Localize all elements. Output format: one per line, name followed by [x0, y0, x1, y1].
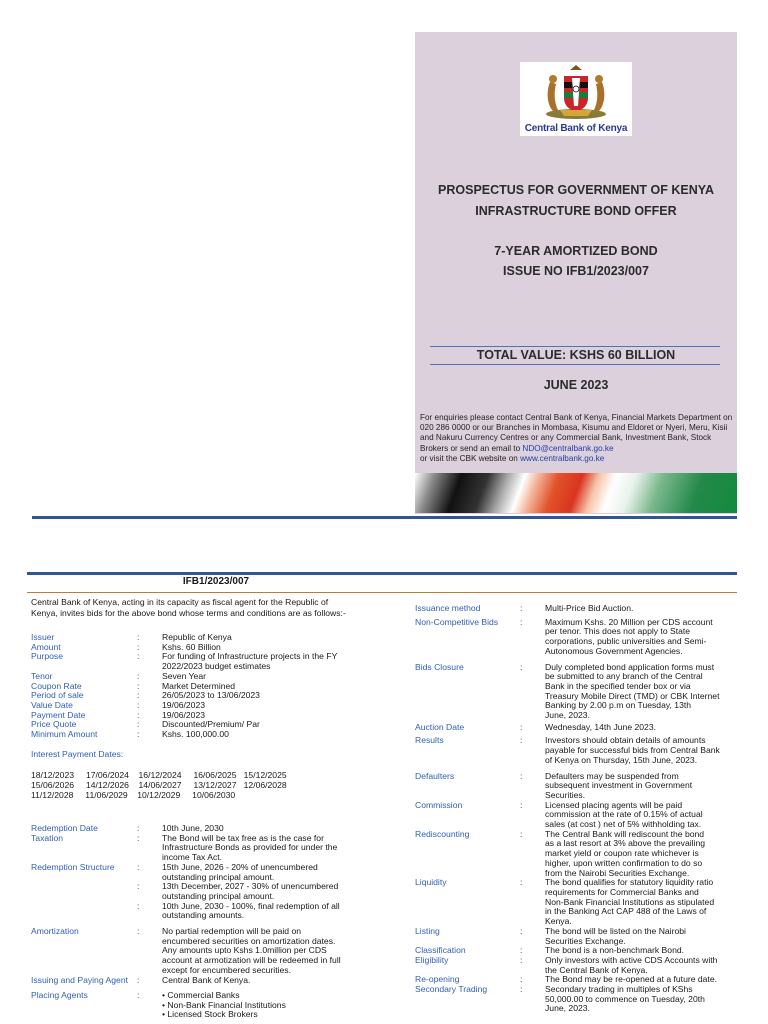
term-value-line: 19/06/2023: [162, 699, 206, 710]
term-value-line: Discounted/Premium/ Par: [162, 719, 260, 730]
term-value-line: Investors should obtain details of amounts: [545, 735, 706, 746]
terms-left-bottom: [31, 824, 401, 985]
colon: :: [137, 729, 140, 740]
term-value-line: corporations, public universities and Semi-: [545, 636, 707, 647]
table-row: [31, 701, 401, 711]
table-row: [31, 927, 401, 976]
enquiry-notice: [420, 413, 736, 464]
term-label: Classification: [415, 945, 466, 956]
colon: :: [137, 990, 140, 1000]
term-label: [31, 902, 137, 921]
colon: :: [137, 632, 140, 642]
term-label: Coupon Rate: [31, 680, 82, 691]
term-value-line: 15th June, 2026 - 20% of unencumbered: [162, 861, 318, 872]
colon: :: [137, 709, 140, 720]
term-value-line: Securities.: [545, 789, 586, 800]
term-value-line: Wednesday, 14th June 2023.: [545, 721, 657, 732]
issue-number: ISSUE NO IFB1/2023/007: [503, 264, 649, 278]
term-value-line: higher, upon written confirmation to do so: [545, 857, 703, 868]
term-value: [545, 985, 705, 1014]
table-row: [31, 652, 401, 671]
colon: :: [520, 735, 523, 746]
term-value-line: Non-Bank Financial Institutions as stipulated: [545, 896, 715, 907]
term-value-line: income Tax Act.: [162, 852, 223, 863]
term-value-line: Infrastructure Bonds as provided for under the: [162, 842, 338, 853]
website-link[interactable]: www.centralbank.go.ke: [520, 453, 605, 463]
term-value: [545, 604, 633, 614]
term-value-line: Autonomous Government Agencies.: [545, 645, 683, 656]
term-value-line: Secondary trading in multiples of KShs: [545, 984, 693, 995]
colon: :: [137, 699, 140, 710]
term-value: [545, 830, 705, 879]
table-row: [415, 956, 745, 975]
term-value-line: account at armotization will be redeemed in full: [162, 955, 341, 966]
placing-agents-list: [162, 991, 286, 1020]
colon: :: [520, 974, 523, 985]
term-value-line: requirements for Commercial Banks and: [545, 886, 699, 897]
term-label: Issuer: [31, 632, 55, 642]
colon: :: [520, 661, 523, 672]
term-label: Taxation: [31, 832, 64, 843]
term-value-line: Defaulters may be suspended from: [545, 770, 679, 781]
term-value: [545, 663, 719, 721]
table-row: [415, 801, 745, 830]
term-value-line: except for encumbered securities.: [162, 964, 291, 975]
cbk-logo: [520, 62, 632, 136]
term-value-line: 26/05/2023 to 13/06/2023: [162, 690, 260, 701]
term-label: Liquidity: [415, 877, 447, 888]
term-value-line: The bond is a non-benchmark Bond.: [545, 945, 685, 956]
table-row: [415, 830, 745, 879]
colon: :: [137, 881, 140, 892]
term-value-line: outstanding principal amount.: [162, 871, 275, 882]
colon: :: [520, 925, 523, 936]
term-label: Issuing and Paying Agent: [31, 974, 128, 985]
term-value-line: The Bond may be re-opened at a future date.: [545, 974, 717, 985]
term-value: [545, 736, 720, 765]
prospectus-title-line1: PROSPECTUS FOR GOVERNMENT OF KENYA: [438, 183, 714, 197]
term-value-line: Duly completed bond application forms must: [545, 661, 715, 672]
term-label: Amortization: [31, 926, 79, 937]
term-value: [162, 882, 338, 901]
colon: :: [520, 984, 523, 995]
colon: :: [137, 670, 140, 681]
table-row: [31, 902, 401, 921]
term-label: Price Quote: [31, 719, 77, 730]
term-label: Payment Date: [31, 709, 86, 720]
term-value-line: Kshs. 60 Billion: [162, 641, 221, 652]
term-value: [162, 976, 250, 986]
term-value-line: as a last resort at 3% above the prevailing: [545, 838, 706, 849]
term-value-line: encumbered securities on amortization dates.: [162, 935, 336, 946]
term-value-line: in the Banking Act CAP 488 of the Laws of: [545, 906, 707, 917]
table-row: [415, 736, 745, 765]
term-value-line: from the Nairobi Securities Exchange.: [545, 867, 690, 878]
table-row: [415, 618, 745, 657]
term-label: Rediscounting: [415, 828, 470, 839]
term-value-line: 19/06/2023: [162, 709, 206, 720]
term-label: Re-opening: [415, 974, 460, 985]
list-item: • Licensed Stock Brokers: [162, 1009, 258, 1020]
table-header-rule: [27, 592, 737, 593]
intro-line2: Kenya, invites bids for the above bond whose terms and conditions are as follows:-: [31, 608, 346, 618]
table-row: [31, 863, 401, 882]
term-value: [545, 927, 686, 946]
terms-right: [415, 600, 745, 1014]
term-value: [162, 902, 340, 921]
term-value-line: Any amounts upto Kshs 1.0million per CDS: [162, 945, 327, 956]
colon: :: [137, 651, 140, 662]
term-value-line: subsequent investment in Government: [545, 780, 693, 791]
colon: :: [137, 690, 140, 701]
colon: :: [137, 832, 140, 843]
term-value-line: Securities Exchange.: [545, 935, 626, 946]
colon: :: [520, 770, 523, 781]
interest-dates-row: 15/06/2026 14/12/2026 14/06/2027 13/12/2027 12/06/2028: [31, 780, 287, 790]
divider: [430, 364, 720, 365]
table-row: [415, 604, 745, 614]
list-item: • Non-Bank Financial Institutions: [162, 999, 286, 1010]
colon: :: [137, 926, 140, 937]
colon: :: [137, 900, 140, 911]
term-label: Results: [415, 735, 444, 746]
colon: :: [520, 945, 523, 956]
interest-dates-row: 18/12/2023 17/06/2024 16/12/2024 16/06/2025 15/12/2025: [31, 770, 287, 780]
colon: :: [137, 861, 140, 872]
term-value: [162, 834, 337, 863]
term-value-line: outstanding amounts.: [162, 910, 245, 921]
term-value-line: Central Bank of Kenya.: [162, 974, 251, 985]
email-link[interactable]: NDO@centralbank.go.ke: [522, 443, 614, 453]
table-row: [31, 882, 401, 901]
list-item: • Commercial Banks: [162, 990, 240, 1000]
term-value-line: Multi-Price Bid Auction.: [545, 603, 634, 613]
term-value-line: Maximum Kshs. 20 Million per CDS account: [545, 616, 713, 627]
term-value-line: June, 2023.: [545, 710, 590, 721]
term-value-line: be submitted to any branch of the Central: [545, 671, 703, 682]
term-value-line: Bank in the specified tender box or via: [545, 680, 691, 691]
colon: :: [520, 603, 523, 613]
table-header: IFB1/2023/007: [182, 576, 250, 587]
colon: :: [137, 823, 140, 833]
interest-dates-label: Interest Payment Dates:: [31, 749, 124, 759]
placing-agents-label: Placing Agents: [31, 990, 88, 1000]
term-label: Redemption Date: [31, 823, 98, 833]
table-row: [31, 976, 401, 986]
table-row: [415, 985, 745, 1014]
term-value-line: For funding of Infrastructure projects in the FY: [162, 651, 338, 662]
term-value-line: Treasury Mobile Direct (TMD) or CBK Internet: [545, 690, 720, 701]
intro-line1: Central Bank of Kenya, acting in its capacity as fiscal agent for the Republic of: [31, 597, 329, 607]
term-value-line: outstanding principal amount.: [162, 890, 275, 901]
term-value-line: payable for successful bids from Central Bank: [545, 745, 720, 756]
section-divider: [32, 516, 737, 519]
term-value: [162, 927, 341, 976]
table-row: [415, 772, 745, 801]
bond-name: 7-YEAR AMORTIZED BOND: [494, 244, 658, 258]
term-label: Value Date: [31, 699, 73, 710]
term-value-line: the Central Bank of Kenya.: [545, 964, 648, 975]
total-value: TOTAL VALUE: KSHS 60 BILLION: [476, 348, 676, 362]
term-label: Secondary Trading: [415, 984, 488, 995]
term-label: Redemption Structure: [31, 861, 115, 872]
table-row: [415, 878, 745, 927]
term-label: Commission: [415, 799, 463, 810]
issue-date: JUNE 2023: [543, 378, 609, 392]
term-value-line: Kshs. 100,000.00: [162, 729, 229, 740]
term-label: Minimum Amount: [31, 729, 98, 740]
term-value-line: June, 2023.: [545, 1003, 590, 1014]
term-value-line: 10th June, 2030: [162, 823, 224, 833]
term-value-line: sales (at cost ) net of 5% withholding tax.: [545, 819, 702, 830]
term-value: [545, 801, 703, 830]
term-value-line: market yield or coupon rate whichever is: [545, 848, 699, 859]
colon: :: [137, 641, 140, 652]
colon: :: [520, 954, 523, 965]
prospectus-title-line2: INFRASTRUCTURE BOND OFFER: [475, 204, 677, 218]
term-label: Issuance method: [415, 603, 481, 613]
colon: :: [520, 721, 523, 732]
colon: :: [137, 719, 140, 730]
term-value-line: The Bond will be tax free as is the case for: [162, 832, 324, 843]
table-row: [31, 834, 401, 863]
term-value-line: Only investors with active CDS Accounts with: [545, 954, 718, 965]
term-label: [31, 882, 137, 901]
term-value-line: of Kenya on Thursday, 15th June, 2023.: [545, 754, 698, 765]
term-value-line: No partial redemption will be paid on: [162, 926, 302, 937]
term-value: [545, 618, 713, 657]
term-label: Tenor: [31, 670, 53, 681]
term-label: Purpose: [31, 651, 64, 662]
term-value-line: The Central Bank will rediscount the bond: [545, 828, 705, 839]
term-value-line: Banking by 2.00 p.m on Tuesday, 13th: [545, 700, 692, 711]
term-value: [545, 723, 656, 733]
colon: :: [520, 799, 523, 810]
term-value-line: The bond qualifies for statutory liquidity ratio: [545, 877, 714, 888]
term-label: Non-Competitive Bids: [415, 616, 499, 627]
table-row: [415, 927, 745, 946]
enquiry-text: For enquiries please contact Central Bank of Kenya, Financial Markets Department on 020 286 0000 or our Branches in Mombasa, Kisumu and Eldoret or Nyeri, Meru, Kisii and Nakuru Currency Centres or any Commercial Bank, Investment Bank, Stock Brokers or send an email to: [420, 413, 733, 453]
term-value: [545, 956, 717, 975]
term-label: Period of sale: [31, 690, 84, 701]
term-label: Listing: [415, 925, 440, 936]
table-row: [31, 691, 401, 701]
term-value: [162, 652, 337, 671]
term-value-line: Market Determined: [162, 680, 236, 691]
prospectus-cover: [415, 32, 737, 514]
term-value: [162, 863, 318, 882]
term-value-line: Republic of Kenya: [162, 632, 232, 642]
term-label: Auction Date: [415, 721, 465, 732]
term-value-line: per tenor. This does not apply to State: [545, 626, 691, 637]
term-value-line: The bond will be listed on the Nairobi: [545, 925, 686, 936]
term-value-line: 10th June, 2030 - 100%, final redemption of all: [162, 900, 340, 911]
term-value-line: Kenya.: [545, 916, 572, 927]
table-row: [31, 730, 401, 740]
term-value-line: Licensed placing agents will be paid: [545, 799, 683, 810]
term-value-line: 2022/2023 budget estimates: [162, 661, 271, 672]
interest-dates-row: 11/12/2028 11/06/2029 10/12/2029 10/06/2030: [31, 790, 236, 800]
term-value-line: 13th December, 2027 - 30% of unencumbered: [162, 881, 339, 892]
colon: :: [520, 616, 523, 627]
table-top-border: [27, 572, 737, 575]
website-prefix: or visit the CBK website on: [420, 453, 518, 463]
term-value: [545, 878, 714, 927]
terms-left-top: [31, 633, 401, 740]
colon: :: [520, 828, 523, 839]
term-label: Eligibility: [415, 954, 449, 965]
colon: :: [137, 680, 140, 691]
flag-colour-strip: [415, 473, 737, 513]
term-label: Bids Closure: [415, 661, 464, 672]
term-value-line: Seven Year: [162, 670, 206, 681]
table-row: [415, 663, 745, 721]
term-value: [162, 730, 229, 740]
term-value-line: 50,000.00 to commence on Tuesday, 20th: [545, 993, 705, 1004]
term-value: [545, 772, 692, 801]
term-value-line: commission at the rate of 0.15% of actual: [545, 809, 703, 820]
colon: :: [520, 877, 523, 888]
table-row: [415, 723, 745, 733]
term-label: Amount: [31, 641, 61, 652]
logo-caption: Central Bank of Kenya: [524, 123, 628, 134]
colon: :: [137, 974, 140, 985]
term-label: Defaulters: [415, 770, 455, 781]
